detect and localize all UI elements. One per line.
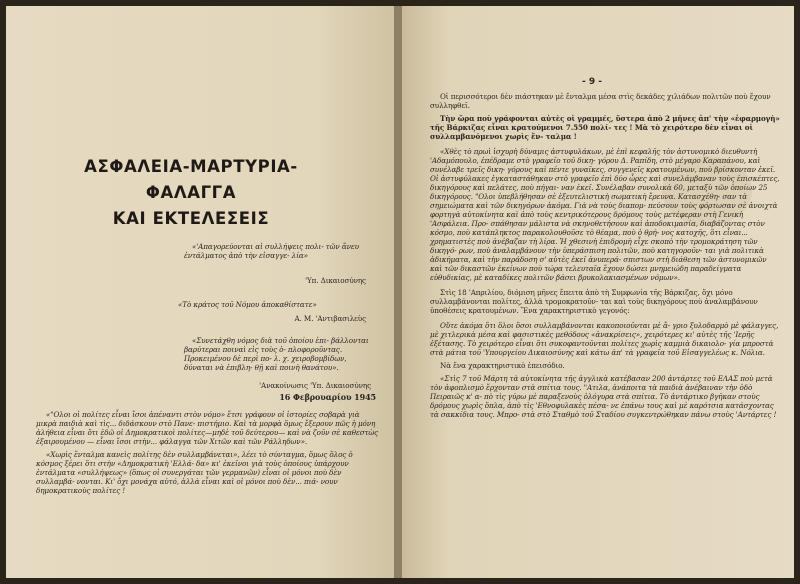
right-paragraph-7: «Στὶς 7 τοῦ Μάρτη τὰ αὐτοκίνητα τῆς ἀγγλικὰ κατέβασαν 200 ἀντάρτες τοῦ ΕΛΑΣ ποὺ μετὰ τὸν ἀφοπλισμὸ ἔρχονταν στὰ σπίτια τους. "Ατιλα, ἀνάποιτα τὰ παιδιὰ ἀνέβαιναν τὴν ὁδὸ Πειραιῶς κ' α- πὸ τὶς γύρω μὲ παραξενοὺς ὁλόγυρα στὰ σπίτια. Τὸ ἀντάρτικο βγῆκαν στοὺς δρόμους χωρὶς ὅπλα, ἀπὸ τὶς 'Εθνοφυλακὲς πέσα- νε ἐπάνω τους καὶ μὲ καρότσια κατάσχοντας τὰ σακκίδια τους. Μπρο- στὰ στὸ Σταθμὸ τοῦ Σταδίου συγκεντρώθηκαν πάνω στοὺς 'Αντάρτες ! [430,374,777,419]
page-number: - 9 - [582,77,602,87]
right-paragraph-2: Τὴν ὥρα ποὺ γράφονται αὐτὲς οἱ γραμμές, ὕστερα ἀπὸ 2 μῆνες ἀπ' τὴν «ἐφαρμογὴ» τῆς Βάρκιζας εἶναι κρατούμενοι 7.550 πολί- τες ! Μὰ τὸ χειρότερο δὲν εἶναι οἱ συλλαμβανόμενοι χωρὶς ἔν- ταλμα ! [430,114,780,141]
right-paragraph-5: Οὔτε ἀκόμα ὅτι ὅλοι ὅσοι συλλαμβάνονται κακοποιοῦνται μὲ ἄ- γριο ξυλοδαρμὸ μὲ φάλαγγες, μὲ χιτλερικὰ μέσα καὶ φασιστικὲς μεθόδους «ἀνακρίσεις», χειρότερες κι' αὐτὲς τῆς 'Ιερῆς ἐξέτασης. Τὸ χειρότερο εἶναι ὅτι συκοφαντοῦνται πολίτες χωρὶς καμμιὰ δικαιολο- γία μπροστὰ στὰ μάτια τοῦ 'Υπουργείου Δικαιοσύνης καὶ κάτω ἀπ' τὰ γραφεῖα τοῦ Εἰσαγγελέως κ. Νόλια. [430,321,779,357]
epigraph-source-1: 'Υπ. Δικαιοσύνης [305,276,366,285]
epigraph-quote-3: «Συνετάχθη νόμος διὰ τοῦ ὁποίου ἐπι- βάλλονται βαρύτεραι ποιναὶ εἰς τοὺς ὁ- πλοφοροῦντας. Προκειμένου δὲ περὶ πο- λ. χ. χειροβομβίδων, δύναται νὰ ἐπιβλη- θῇ καὶ ποινὴ θανάτου». [184,336,369,372]
epigraph-source-2: Α. Μ. 'Αντιβασιλεὺς [294,314,366,323]
paper-stain [662,156,752,226]
right-page [402,6,794,578]
right-paragraph-6: Νὰ ἕνα χαρακτηριστικὸ ἐπεισόδιο. [440,361,565,370]
epigraph-quote-1: «'Απαγορεύονται αἱ συλλήψεις πολι- τῶν ἄνευ ἐντάλματος ἀπὸ τὴν εἰσαγγε- λία» [184,242,359,260]
left-page [6,6,394,578]
chapter-title [66,154,316,232]
title-line-2: ΚΑΙ ΕΚΤΕΛΕΣΕΙΣ [112,209,270,228]
right-paragraph-1: Οἱ περισσότεροι δὲν πιάστηκαν μὲ ἔνταλμα μέσα στὶς δεκάδες χιλιάδων πολιτῶν ποὺ ἔχουν συλληφθεῖ. [430,92,771,110]
right-paragraph-3: «Χθὲς τὸ πρωὶ ἰσχυρὴ δύναμις ἀστυφυλάκων, μὲ ἐπὶ κεφαλῆς τὸν ἀστυνομικὸ διευθυντὴ 'Αδαμόπουλο, ἐπέδραμε στὸ γραφεῖο τοῦ δικη- γόρου Δ. Ραπίδη, στὸ μέγαρο Καραπάνου, καὶ συνέλαβε τρεῖς δικη- γόρους καὶ πέντε γυναῖκες, συγγενεῖς κρατουμένων, ποὺ βρίσκονταν ἐκεῖ. Οἱ ἀστυφύλακες ἐγκαταστάθηκαν στὸ γραφεῖο ἐπὶ δύο ὧρες καὶ συνελάμβαναν τοὺς ἐπισκέπτες, δικηγόρους καὶ πελάτες, ποὺ πήγαι- ναν ἐκεῖ. Συνέλαβαν συνολικὰ 60, μεταξὺ τῶν ὁποίων 25 δικηγόρους. "Ολοι ὑπεβλήθησαν σὲ ἐξευτελιστικὴ σωματικὴ ἔρευνα. Κατασχέθη- σαν τὰ σημειώματα καὶ τῶν δικηγόρων ἀκόμα. Γιὰ νὰ τοὺς διαπομ- πεύσουν τοὺς φόρτωσαν σὲ ἀνοιχτὰ φορτηγὰ αὐτοκίνητα καὶ ἀπὸ τοὺς κεντρικότερους δρόμους τοὺς μετέφεραν στὴ Γενικὴ 'Ασφάλεια. Προ- σπάθησαν μάλιστα νὰ σκηνοθετήσουν καὶ ἀποδοκιμασία, διαβάζοντας στὸν κόσμο, ποὺ κατάπληκτος παρακολουθοῦσε τὸ θέαμα, ποὺ ὁ θρή- νος κατοχῆς, ὅτι εἶναι... χρηματιστὲς ποὺ ἀνέβαζαν τὴ λίρα. Ἡ χθεσινὴ ἐπιδρομὴ εἶχε σκοπὸ τὴν τρομοκράτηση τῶν δικηγό- ρων, ποὺ ἀναλαμβάνουν τὴν ὑπεράσπιση πολιτῶν, ποὺ κατηγοροῦν- ται γιὰ πολιτικὰ ἀδικήματα, καὶ τὴν παράδοση σ' αὐτὲς ἐκεῖ ἀνυπερά- σπιστων στὴ διάθεση τῶν ἀστυνομικῶν καὶ τῶν δικαστῶν ἐκείνων ποὺ τώρα τελευταῖα ἔχουν δώσει μνημειώδη παραδείγματα εὐθυδικίας, μὲ καταδίκες πολιτῶν βάσει βρυκολακιασμένων νόμων». [430,147,780,282]
right-body-text [430,92,780,423]
left-paragraph-2: «Χωρὶς ἔνταλμα κανεὶς πολίτης δὲν συλλαμβάνεται», λέει τὸ σύνταγμα, ὅμως ὅλος ὁ κόσμος ξέρει ὅτι στὴν «Δημοκρατικὴ 'Ελλά- δα» κι' ἐκεῖνοι γιὰ τοὺς ὁποίους ὑπάρχουν ἐντάλματα «συλλήψεως» (ὅπως οἱ συνεργάται τῶν γερμανῶν) εἶναι οἱ μόνοι ποὺ δὲν συλλαμβά- νονται. Κι' ὄχι μονάχα αὐτό, ἀλλὰ εἶναι καὶ οἱ μόνοι ποὺ δὲν... πιά- νουν δημοκρατικοὺς πολίτες ! [36,450,353,495]
left-body-paragraph-1 [36,410,381,499]
book-gutter [394,6,402,578]
left-paragraph-1: «"Ολοι οἱ πολίτες εἶναι ἴσοι ἀπέναντι στὸν νόμο» ἔτσι γράφουν οἱ ἱστορίες σοβαρὰ γιὰ μικρὰ παιδιὰ καὶ τὶς... διδάσκουν στὸ Πανε- πιστήμιο. Καὶ τὰ μορφὰ ὅμως ἔξερουν πῶς ἡ μόνη ἀλήθεια εἶναι ὅτι ἐδῶ οἱ Δημοκρατικοὶ πολίτες—μηδὲ τοῦ δεύτερου— καὶ νὰ ζοῦν σὲ καθεστὼς ἐξαιρουμένου — εἶναι ἴσοι στὴν... φάλαγγα τῶν Χιτῶν καὶ τῶν Ράλληδων». [36,410,379,446]
epigraph-quote-2: «Τὸ κράτος τοῦ Νόμου ἀποκαθίστατε» [178,300,317,309]
epigraph-date: 16 Φεβρουαρίου 1945 [279,392,376,402]
epigraph-source-3: 'Ανακοίνωσις 'Υπ. Δικαιοσύνης [259,381,371,390]
title-line-1: ΑΣΦΑΛΕΙΑ-ΜΑΡΤΥΡΙΑ-ΦΑΛΑΓΓΑ [84,157,298,202]
right-paragraph-4: Στὶς 18 'Απριλίου, διόμιση μῆνες ἔπειτα ἀπὸ τὴ Συμφωνία τῆς Βάρκιζας, ὄχι μόνο συλλαμβάνονται πολίτες, ἀλλὰ τρομοκρατοῦν- ται καὶ τοὺς δικηγόρους ποὺ ἀναλαμβάνουν ὑποθέσεις κρατουμένων. Ἕνα χαρακτηριστικὸ γεγονός: [430,288,758,315]
